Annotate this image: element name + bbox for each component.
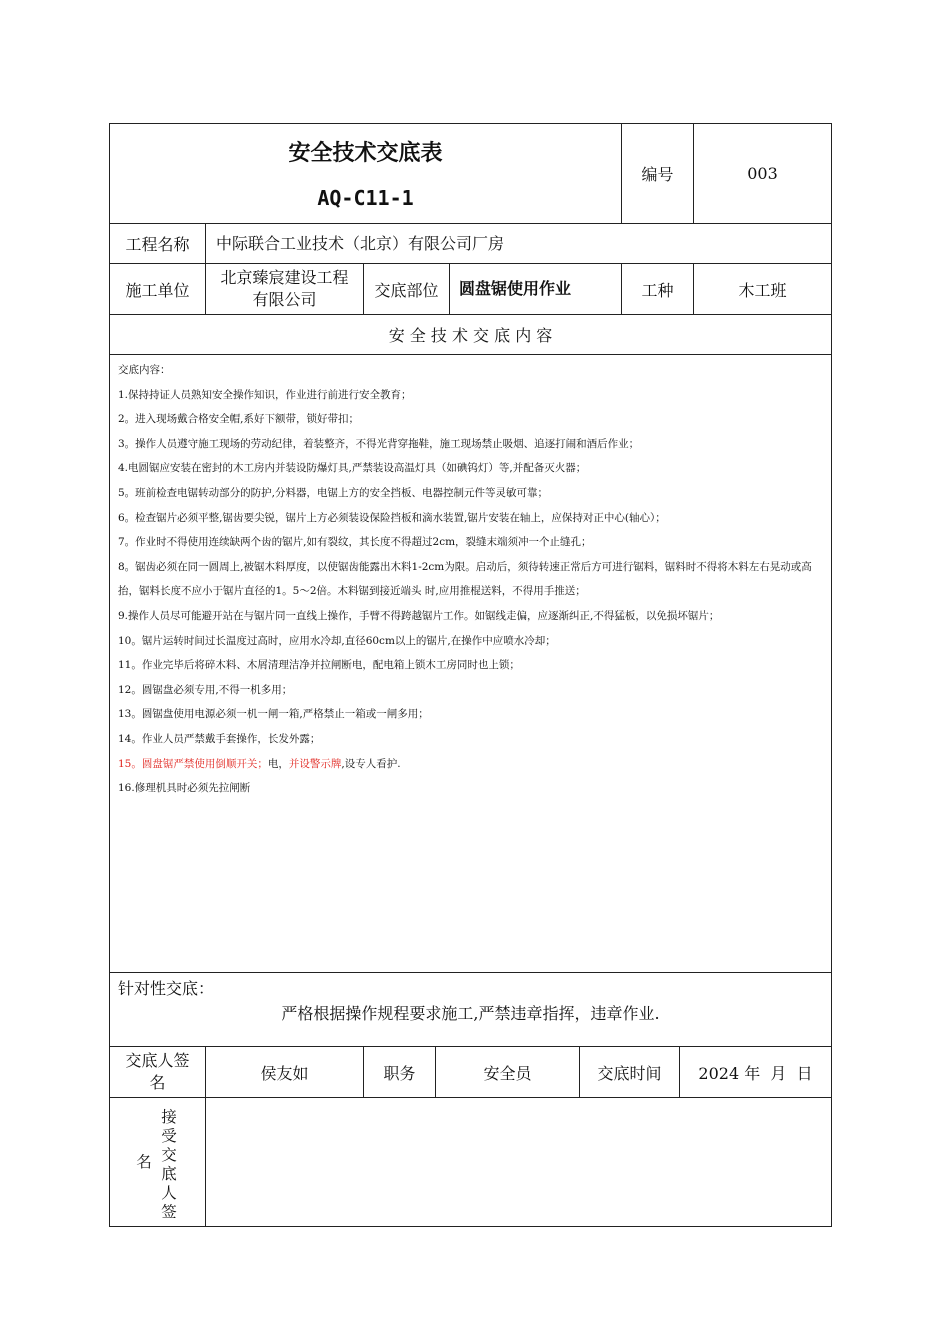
list-item: 2。进入现场戴合格安全帽,系好下额带，锁好带扣；: [118, 413, 360, 426]
content-intro: 交底内容：: [118, 364, 171, 376]
part-label: 交底部位: [363, 263, 450, 315]
item15-part-a: 15。圆盘锯严禁使用倒顺开关；: [118, 757, 268, 770]
project-label: 工程名称: [109, 223, 206, 264]
list-item: 16.修理机具时必须先拉闸断: [118, 782, 251, 795]
position-value: 安全员: [435, 1046, 580, 1098]
giver-name: 侯友如: [205, 1046, 364, 1098]
giver-label-line1: 交底人签: [125, 1051, 190, 1070]
targeted-text: 严格根据操作规程要求施工,严禁违章指挥，违章作业.: [281, 1004, 660, 1023]
list-item: 12。圆锯盘必须专用,不得一机多用；: [118, 683, 293, 696]
list-item: 8。锯齿必须在同一圆周上,被锯木料厚度，以使锯齿能露出木料1-2cm为限。启动后，须待转速正常后方可进行锯料，锯料时不得将木料左右晃动或高抬，锯料长度不应小于锯片直径的1。5～2倍。木料锯到接近端头 时,应用推棍送料，不得用手推送；: [118, 560, 812, 598]
receiver-label-chars: [160, 1108, 178, 1222]
part-value: 圆盘锯使用作业: [449, 263, 622, 315]
list-item: 3。操作人员遵守施工现场的劳动纪律，着装整齐，不得光背穿拖鞋，施工现场禁止吸烟、追逐打闹和酒后作业；: [118, 437, 640, 450]
receiver-char-last: 名: [136, 1153, 152, 1171]
unit-label: 施工单位: [109, 263, 206, 315]
item15-part-d: ,设专人看护.: [341, 757, 401, 770]
project-value: 中际联合工业技术（北京）有限公司厂房: [205, 223, 832, 264]
receiver-char: 人: [161, 1184, 177, 1202]
list-item: 6。检查锯片必须平整,锯齿要尖锐，锯片上方必须装设保险挡板和滴水装置,锯片安装在轴上，应保持对正中心(轴心）；: [118, 511, 666, 524]
list-item: 5。班前检查电锯转动部分的防护,分料器，电锯上方的安全挡板、电器控制元件等灵敏可靠；: [118, 486, 549, 499]
number-value: 003: [693, 123, 832, 224]
document-title: 安全技术交底表: [288, 141, 443, 166]
receiver-char: 签: [161, 1203, 177, 1221]
trade-value: 木工班: [693, 263, 832, 315]
content-items: [118, 358, 830, 801]
unit-value-line2: 有限公司: [252, 290, 317, 309]
list-item: 4.电圆锯应安装在密封的木工房内并装设防爆灯具,严禁装设高温灯具（如碘钨灯）等,并配备灭火器；: [118, 462, 587, 475]
time-label: 交底时间: [579, 1046, 680, 1098]
giver-label-line2: 名: [149, 1073, 166, 1092]
list-item: 7。作业时不得使用连续缺两个齿的锯片,如有裂纹，其长度不得超过2cm，裂缝末端须冲一个止缝孔；: [118, 536, 592, 549]
giver-label: [109, 1046, 206, 1098]
receiver-char: 底: [161, 1165, 177, 1183]
receiver-char: 接: [161, 1108, 177, 1126]
item15-part-c: 并设警示牌: [288, 757, 342, 770]
unit-value-line1: 北京臻宸建设工程: [220, 268, 349, 287]
receiver-signature-area: [205, 1097, 832, 1227]
list-item: 1.保持持证人员熟知安全操作知识，作业进行前进行安全教育；: [118, 388, 412, 401]
unit-value: [205, 263, 364, 315]
list-item: 11。作业完毕后将碎木料、木屑清理洁净并拉闸断电，配电箱上锁木工房同时也上锁；: [118, 659, 520, 672]
targeted-label: 针对性交底：: [118, 979, 215, 998]
list-item-15: [118, 752, 830, 777]
receiver-char: 受: [161, 1127, 177, 1145]
list-item: 13。圆锯盘使用电源必须一机一闸一箱,严格禁止一箱或一闸多用；: [118, 708, 429, 721]
item15-part-b: 电，: [267, 757, 289, 770]
receiver-label-cell: [109, 1097, 206, 1227]
receiver-char: 交: [161, 1146, 177, 1164]
position-label: 职务: [363, 1046, 436, 1098]
list-item: 9.操作人员尽可能避开站在与锯片同一直线上操作，手臂不得跨越锯片工作。如锯线走偏，应逐渐纠正,不得猛板，以免损坏锯片；: [118, 609, 720, 622]
document-code: AQ-C11-1: [317, 186, 414, 210]
content-heading: 安 全 技 术 交 底 内 容: [109, 314, 832, 355]
trade-label: 工种: [621, 263, 694, 315]
list-item: 10。锯片运转时间过长温度过高时，应用水冷却,直径60cm以上的锯片,在操作中应喷水冷却；: [118, 634, 556, 647]
time-value: 2024 年 月 日: [679, 1046, 832, 1098]
number-label: 编号: [621, 123, 694, 224]
list-item: 14。作业人员严禁戴手套操作，长发外露；: [118, 732, 321, 745]
